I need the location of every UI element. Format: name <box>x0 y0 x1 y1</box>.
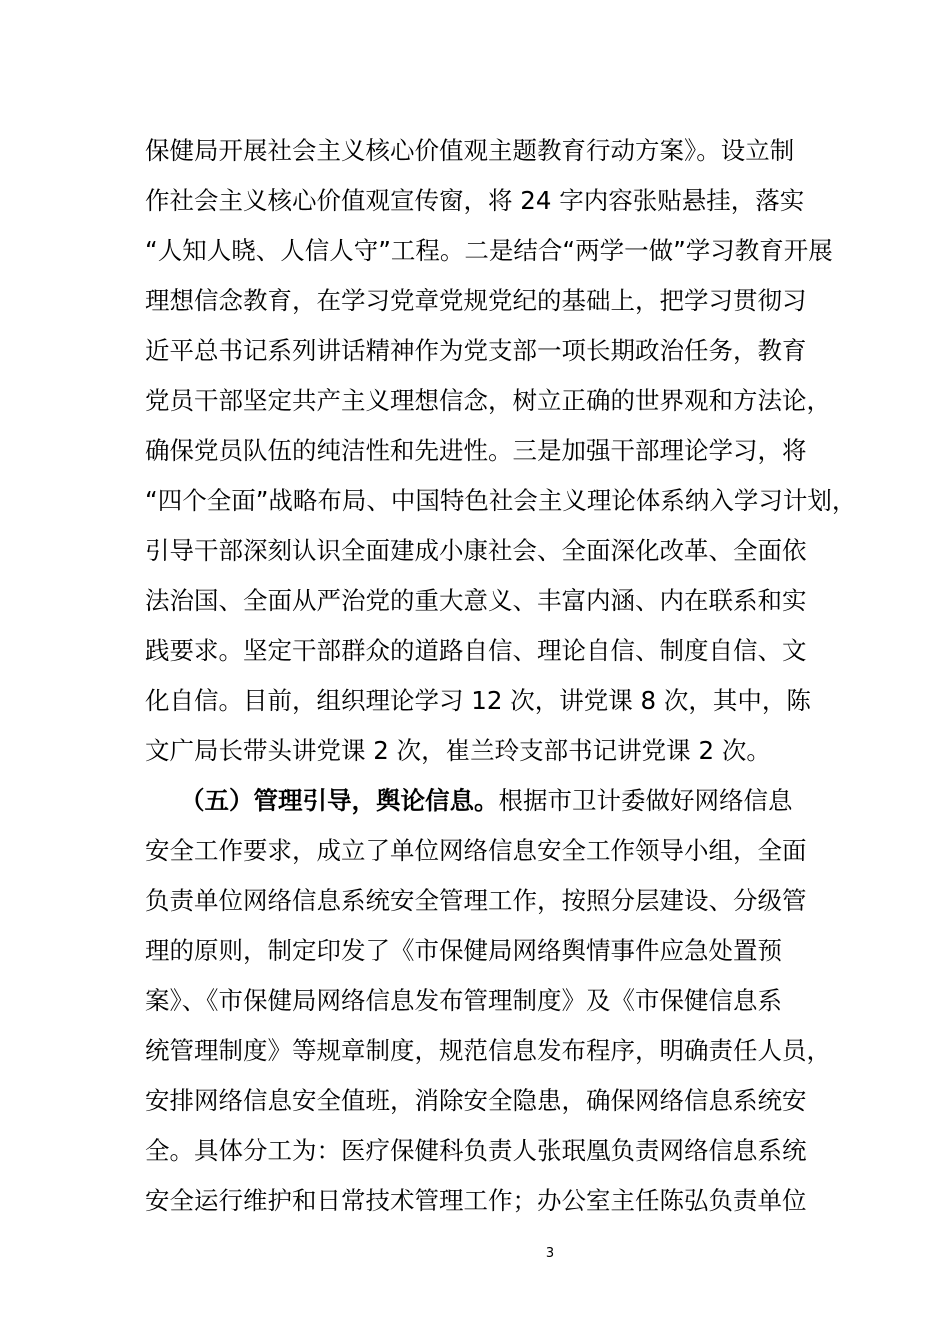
text-line: 践要求。坚定干部群众的道路自信、理论自信、制度自信、文 <box>145 636 807 665</box>
text-line: 引导干部深刻认识全面建成小康社会、全面深化改革、全面依 <box>145 536 807 565</box>
text-line: 案》、《市保健局网络信息发布管理制度》及《市保健信息系 <box>145 986 782 1015</box>
text-line: 安排网络信息安全值班，消除安全隐患，确保网络信息系统安 <box>145 1086 807 1115</box>
text-line: 作社会主义核心价值观宣传窗，将 24 字内容张贴悬挂，落实 <box>145 186 805 215</box>
text-line: 法治国、全面从严治党的重大意义、丰富内涵、内在联系和实 <box>145 586 807 615</box>
text-line: 安全运行维护和日常技术管理工作；办公室主任陈弘负责单位 <box>145 1186 807 1215</box>
text-line: 全。具体分工为：医疗保健科负责人张珉凰负责网络信息系统 <box>145 1136 807 1165</box>
text-line: 安全工作要求，成立了单位网络信息安全工作领导小组，全面 <box>145 836 807 865</box>
text-line: 负责单位网络信息系统安全管理工作，按照分层建设、分级管 <box>145 886 807 915</box>
text-line: 确保党员队伍的纯洁性和先进性。三是加强干部理论学习，将 <box>145 436 807 465</box>
text-line: 保健局开展社会主义核心价值观主题教育行动方案》。设立制 <box>145 136 795 165</box>
section-first-line-text: 根据市卫计委做好网络信息 <box>498 786 793 815</box>
text-line: 统管理制度》等规章制度，规范信息发布程序，明确责任人员， <box>145 1036 831 1065</box>
text-line: 理的原则，制定印发了《市保健局网络舆情事件应急处置预 <box>145 936 782 965</box>
text-line: “四个全面”战略布局、中国特色社会主义理论体系纳入学习计划， <box>145 486 857 515</box>
text-line: 理想信念教育，在学习党章党规党纪的基础上，把学习贯彻习 <box>145 286 807 315</box>
section-heading: （五）管理引导，舆论信息。 <box>180 786 499 815</box>
text-line: “人知人晓、人信人守”工程。二是结合“两学一做”学习教育开展 <box>145 236 833 265</box>
page-number: 3 <box>545 1246 555 1261</box>
text-line: 近平总书记系列讲话精神作为党支部一项长期政治任务，教育 <box>145 336 807 365</box>
text-line: 文广局长带头讲党课 2 次，崔兰玲支部书记讲党课 2 次。 <box>145 736 771 765</box>
text-line: 化自信。目前，组织理论学习 12 次，讲党课 8 次，其中，陈 <box>145 686 811 715</box>
section-first-line <box>180 784 880 818</box>
text-line: 党员干部坚定共产主义理想信念，树立正确的世界观和方法论， <box>145 386 831 415</box>
